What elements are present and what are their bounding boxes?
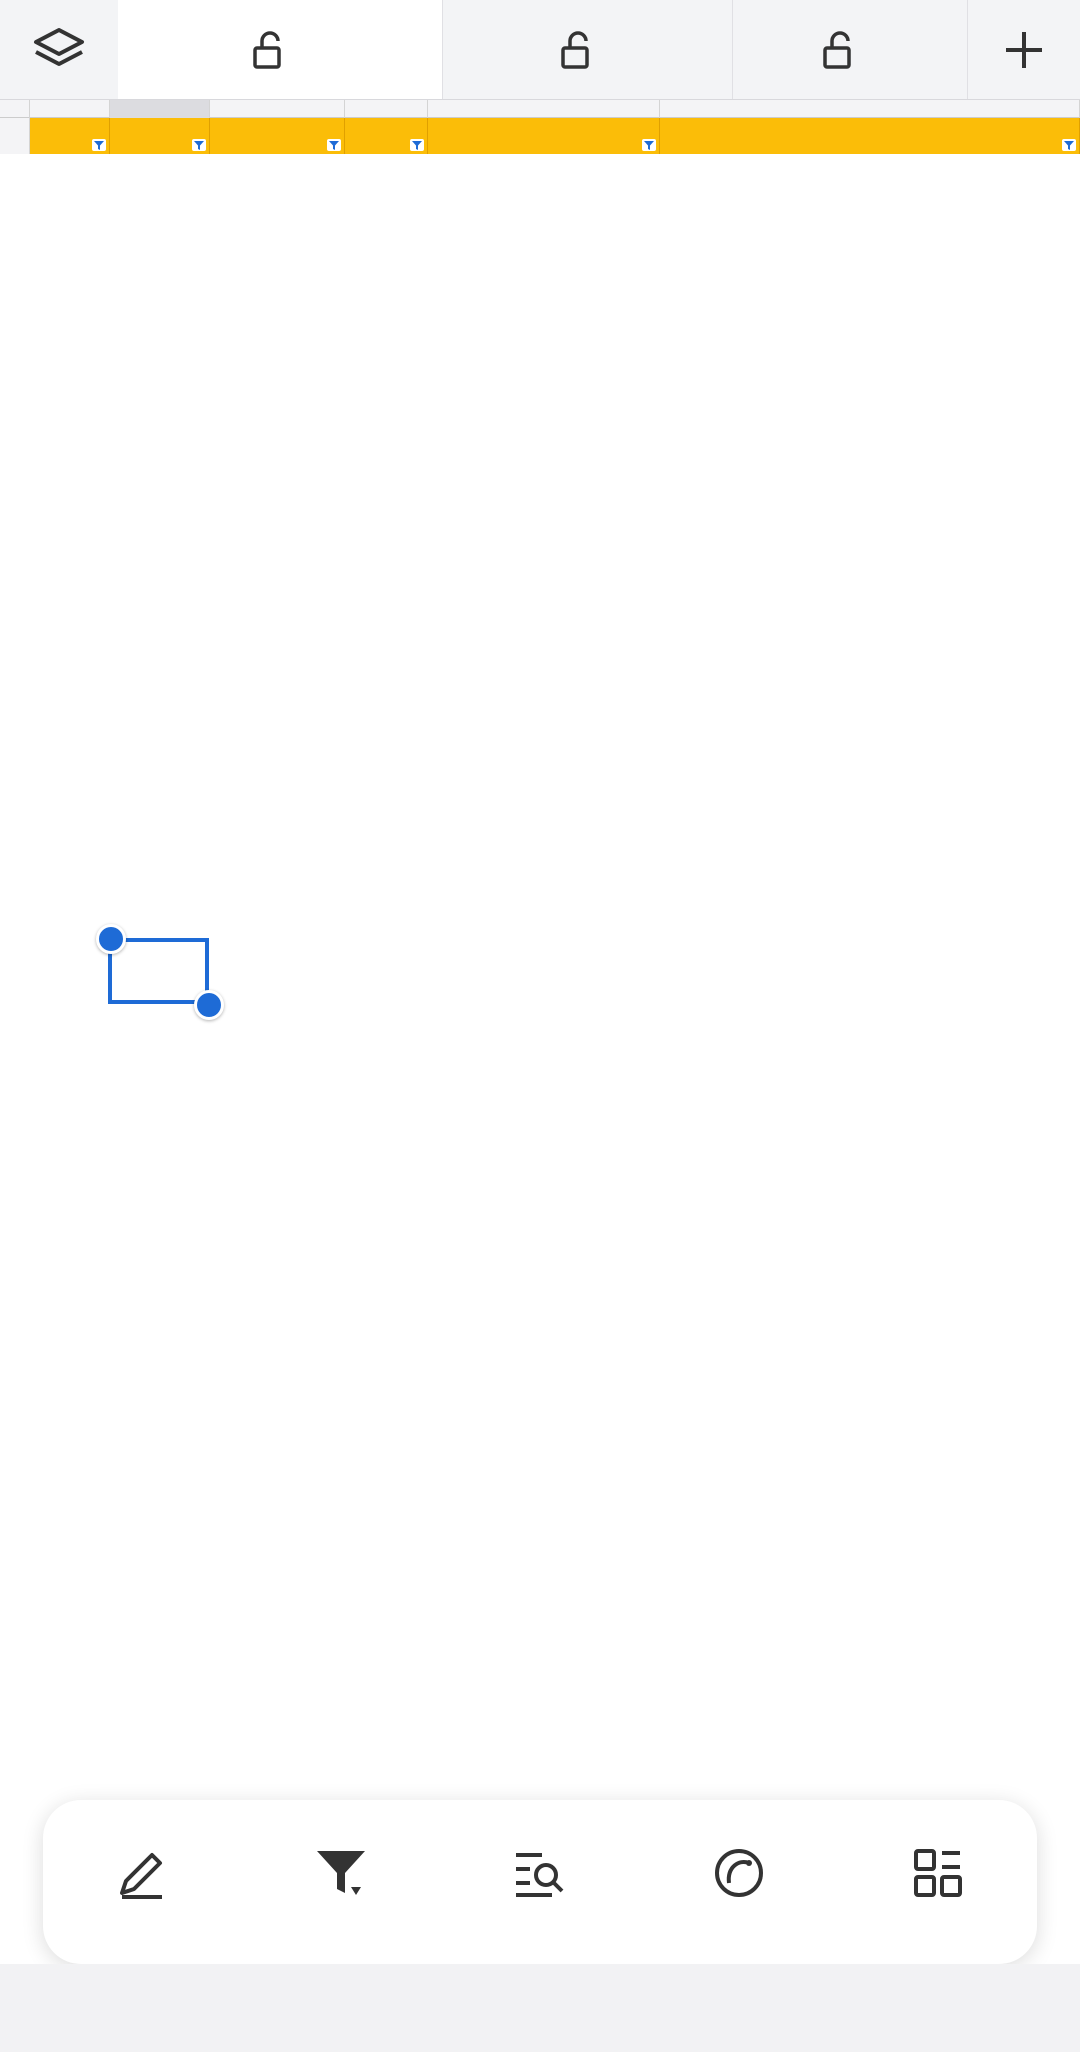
header-recruit-type[interactable]	[210, 118, 345, 154]
pencil-icon	[114, 1845, 170, 1901]
sheet-tab-bar	[0, 0, 1080, 100]
tab-sheet-1[interactable]	[118, 0, 443, 99]
tab-sheet-2[interactable]	[443, 0, 733, 99]
unlock-icon	[558, 30, 598, 70]
filter-icon[interactable]	[642, 139, 656, 151]
bottom-toolbar	[43, 1800, 1037, 1964]
filter-icon[interactable]	[1062, 139, 1076, 151]
layers-icon	[33, 27, 85, 73]
col-letter-e[interactable]	[428, 100, 660, 118]
selected-cell-outline[interactable]	[108, 938, 209, 1004]
header-company[interactable]	[428, 118, 660, 154]
selection-handle-start[interactable]	[96, 924, 126, 954]
add-sheet-button[interactable]	[968, 0, 1080, 99]
actions-button[interactable]	[848, 1845, 1028, 1919]
filter-icon[interactable]	[327, 139, 341, 151]
tab-sheet-3[interactable]	[733, 0, 968, 99]
search-replace-icon	[512, 1845, 568, 1901]
close-filter-button[interactable]	[251, 1845, 431, 1919]
unlock-icon	[820, 30, 860, 70]
col-letter-d[interactable]	[345, 100, 428, 118]
header-date[interactable]	[30, 118, 110, 154]
corner-cell[interactable]	[0, 100, 30, 118]
col-letter-c[interactable]	[210, 100, 345, 118]
ai-qa-button[interactable]	[649, 1845, 829, 1919]
plus-icon	[1004, 30, 1044, 70]
ai-icon	[711, 1845, 767, 1901]
filter-icon[interactable]	[92, 139, 106, 151]
grid-icon	[910, 1845, 966, 1901]
edit-button[interactable]	[52, 1845, 232, 1919]
col-letter-b[interactable]	[110, 100, 210, 118]
header-major[interactable]	[660, 118, 1080, 154]
column-header-bar	[0, 100, 1080, 118]
filter-icon[interactable]	[410, 139, 424, 151]
filter-icon[interactable]	[192, 139, 206, 151]
layers-button[interactable]	[0, 0, 118, 99]
selection-handle-end[interactable]	[194, 990, 224, 1020]
col-letter-i[interactable]	[660, 100, 1080, 118]
find-replace-button[interactable]	[450, 1845, 630, 1919]
col-letter-a[interactable]	[30, 100, 110, 118]
header-industry[interactable]	[110, 118, 210, 154]
unlock-icon	[250, 30, 290, 70]
home-indicator-area	[0, 1964, 1080, 2052]
header-nature[interactable]	[345, 118, 428, 154]
header-row	[0, 118, 1080, 154]
filter-icon	[313, 1845, 369, 1901]
row-number[interactable]	[0, 118, 30, 154]
